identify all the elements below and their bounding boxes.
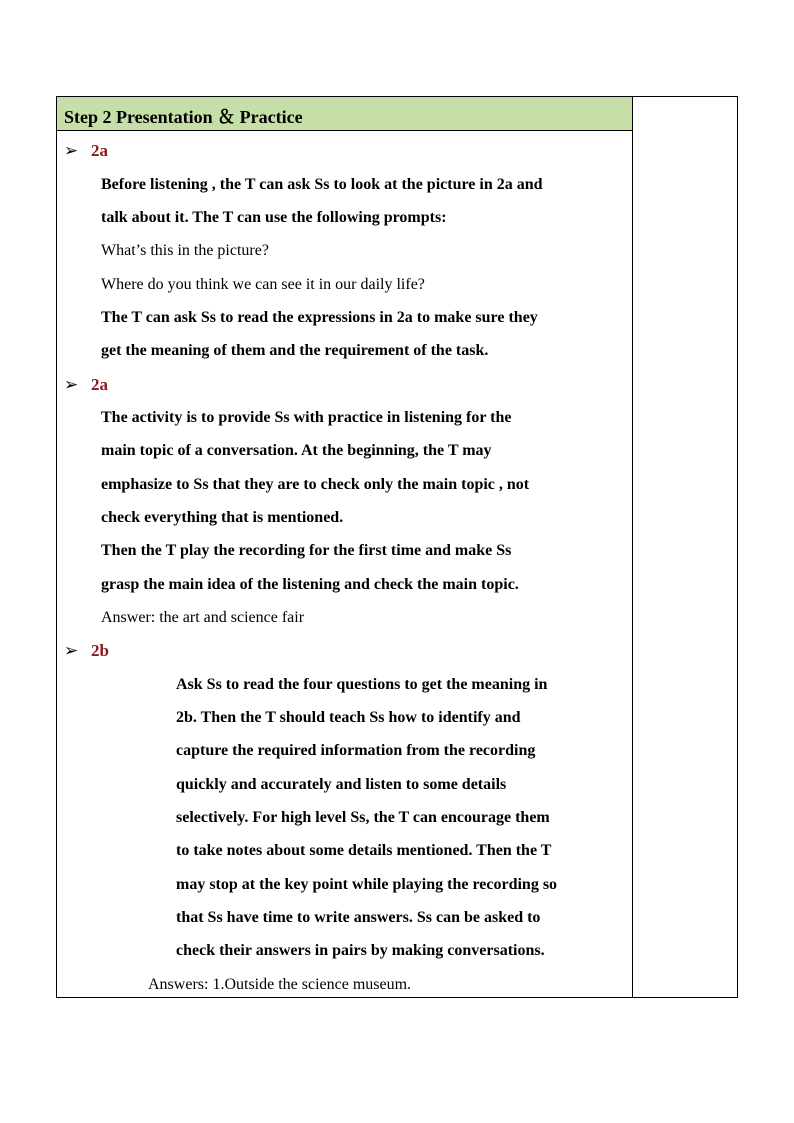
text-line: The T can ask Ss to read the expressions in 2a to make sure they bbox=[101, 309, 538, 326]
text-line: main topic of a conversation. At the beginning, the T may bbox=[101, 442, 492, 459]
answers-line: Answers: 1.Outside the science museum. bbox=[148, 976, 412, 993]
text-line: to take notes about some details mentioned. Then the T bbox=[176, 842, 552, 859]
section-label-2a-second: 2a bbox=[91, 375, 108, 394]
text-line: Where do you think we can see it in our daily life? bbox=[101, 276, 425, 293]
answer-line: Answer: the art and science fair bbox=[101, 609, 305, 626]
arrow-bullet-icon: ➢ bbox=[64, 141, 79, 160]
text-line: that Ss have time to write answers. Ss can be asked to bbox=[176, 909, 541, 926]
text-line: check their answers in pairs by making conversations. bbox=[176, 942, 545, 959]
text-line: The activity is to provide Ss with practice in listening for the bbox=[101, 409, 512, 426]
arrow-bullet-icon: ➢ bbox=[64, 641, 79, 660]
text-line: check everything that is mentioned. bbox=[101, 509, 344, 526]
text-line: may stop at the key point while playing the recording so bbox=[176, 876, 558, 893]
text-line: grasp the main idea of the listening and check the main topic. bbox=[101, 576, 519, 593]
section-label-2a-first: 2a bbox=[91, 141, 108, 160]
text-line: get the meaning of them and the requirement of the task. bbox=[101, 342, 489, 359]
step-title: Step 2 Presentation ＆ Practice bbox=[64, 107, 303, 127]
text-line: Before listening , the T can ask Ss to look at the picture in 2a and bbox=[101, 176, 543, 193]
step-header-cell bbox=[57, 97, 632, 131]
text-line: 2b. Then the T should teach Ss how to identify and bbox=[176, 709, 521, 726]
column-divider bbox=[632, 97, 633, 997]
text-line: emphasize to Ss that they are to check only the main topic , not bbox=[101, 476, 530, 493]
section-label-2b: 2b bbox=[91, 641, 109, 660]
text-line: Then the T play the recording for the first time and make Ss bbox=[101, 542, 512, 559]
text-line: talk about it. The T can use the following prompts: bbox=[101, 209, 447, 226]
text-line: capture the required information from the recording bbox=[176, 742, 536, 759]
text-line: Ask Ss to read the four questions to get the meaning in bbox=[176, 676, 548, 693]
text-line: quickly and accurately and listen to some details bbox=[176, 776, 507, 793]
text-line: selectively. For high level Ss, the T can encourage them bbox=[176, 809, 550, 826]
arrow-bullet-icon: ➢ bbox=[64, 375, 79, 394]
text-line: What’s this in the picture? bbox=[101, 242, 269, 259]
